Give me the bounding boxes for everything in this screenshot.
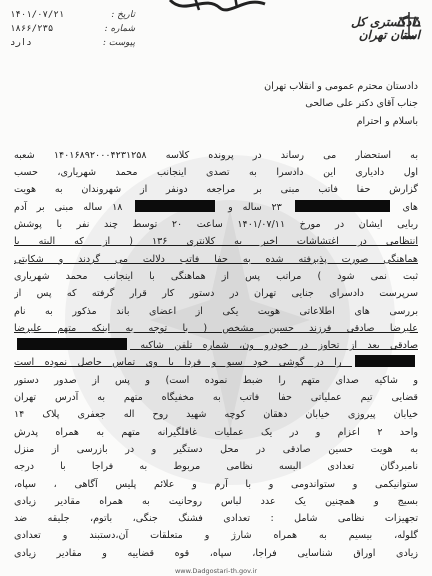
attachment-label: پیوست :: [102, 38, 135, 48]
attachment-value: دارد: [10, 38, 32, 48]
org-header: [328, 4, 424, 64]
body-line-18: به هویت حسین صادقی در محل دستگیر و در بازرسی از منزل: [14, 443, 418, 455]
body-line-11: علیرضا صادقی فرزند حسین مشخص ( با توجه به اینکه متهم علیرضا: [14, 322, 418, 334]
body-line-3: گزارش حفا فاتب مبنی بر مراجعه دونفر از شهروندان به هویت: [14, 184, 418, 196]
number-row: [10, 22, 135, 36]
redacted-name-1: [295, 200, 390, 212]
body-line-21: بسیج و همچنین یک عدد لباس روحانیت به همراه مقادیر زیادی: [14, 495, 418, 507]
body-line-13-text: را در گوشی خود سیو و فردا با وی تماس حاصل نموده است: [14, 357, 342, 369]
redacted-phone: [17, 338, 127, 350]
body-line-22: تجهیزات نظامی شامل : تعدادی فشنگ جنگی، باتوم، جلیقه ضد: [14, 513, 418, 525]
body-line-13: [14, 354, 418, 371]
number-label: شماره :: [104, 24, 135, 34]
body-line-12-text: صادقی بعد از تجاوز در خودرو ون، شماره تلفن شاکیه: [140, 340, 418, 352]
number-value: ۱۸۶۶/۲۳۵: [10, 24, 54, 34]
redacted-name-3: [355, 355, 415, 367]
body-line-20: ستوانیکمی و ستواندومی و با آرم و علائم پلیس آگاهی ، سپاه،: [14, 478, 418, 490]
body-line-10: بررسی های اطلاعاتی هویت یکی از اعضای باند مذکور به نام: [14, 305, 418, 317]
letter-body: [14, 78, 418, 562]
date-value: ۱۴۰۱/۰۷/۲۱: [10, 10, 65, 20]
body-line-24: زیادی اوراق شناسایی فراجا، سپاه، قوه قضاییه و مقادیر زیادی: [14, 547, 418, 559]
letter-meta: [10, 8, 135, 50]
date-row: [10, 8, 135, 22]
body-line-8: ثبت نمی شود ) مراتب پس از هماهنگی با اینجانب محمد شهریاری: [14, 270, 418, 282]
body-line-5: ربایی ایشان در مورخ ۱۴۰۱/۰۷/۱۱ ساعت ۲۰ توسط چند نفر با پوشش: [14, 219, 418, 231]
body-line-7: هماهنگی صورت پذیرفته شده به حفا فاتب دلالت می گردند و شکایتی: [14, 253, 418, 265]
attachment-row: [10, 36, 135, 50]
redacted-name-2: [135, 200, 215, 212]
org-name: دادگستری کل استان تهران: [350, 15, 420, 42]
body-line-4-start: های: [402, 201, 418, 213]
letter-paragraph: [14, 130, 418, 562]
body-line-1: به استحضار می رساند در پرونده کلاسه ۱۴۰۱۶۸۹۲۰۰۰۴۲۳۱۲۵۸ شعبه: [14, 149, 418, 161]
footer-website: www.Dadgostari-th.gov.ir: [0, 566, 432, 576]
body-line-15: قضایی تیم عملیاتی حفا فاتب به مخفیگاه متهم به آدرس تهران: [14, 392, 418, 404]
body-line-4-end: ۱۸ ساله مبنی بر آدم: [14, 201, 123, 213]
calligraphy-logo: [165, 0, 275, 18]
body-line-4: [14, 199, 418, 216]
body-line-6: انتظامی در اغتشاشات اخیر به کلانتری ۱۳۶ ( از که البته با: [14, 236, 418, 248]
body-line-17: واحد ۲ اعزام و در یک عملیات غافلگیرانه متهم به همراه پدرش: [14, 426, 418, 438]
body-line-16: خیابان پیروزی خیابان دهقان کوچه شهید روح اله جعفری پلاک ۱۴: [14, 409, 418, 421]
body-line-9: سرپرست دادسرای جنایی تهران در دستور کار قرار گرفته که پس از: [14, 288, 418, 300]
body-line-23: گلوله، بیسیم به همراه شارژ و متعلقات آن،دستبند و تعدادی: [14, 530, 418, 542]
recipient-line-2: جناب آقای دکتر علی صالحی: [305, 98, 418, 110]
body-line-4-mid: ۲۳ ساله و: [228, 201, 282, 213]
body-line-12: [14, 337, 418, 354]
recipient-line-1: دادستان محترم عمومی و انقلاب تهران: [264, 81, 418, 92]
date-label: تاریخ :: [111, 10, 135, 20]
salutation: باسلام و احترام: [356, 115, 418, 127]
body-line-2: اول دادیاری این دادسرا به تصدی اینجانب محمد شهریاری، حسب: [14, 167, 418, 179]
body-line-19: نامبردگان تعدادی البسه نظامی مربوط به فراجا با درجه: [14, 461, 418, 473]
body-line-14: و شاکیه صدای متهم را ضبط نموده است) و پس از صدور دستور: [14, 374, 418, 386]
